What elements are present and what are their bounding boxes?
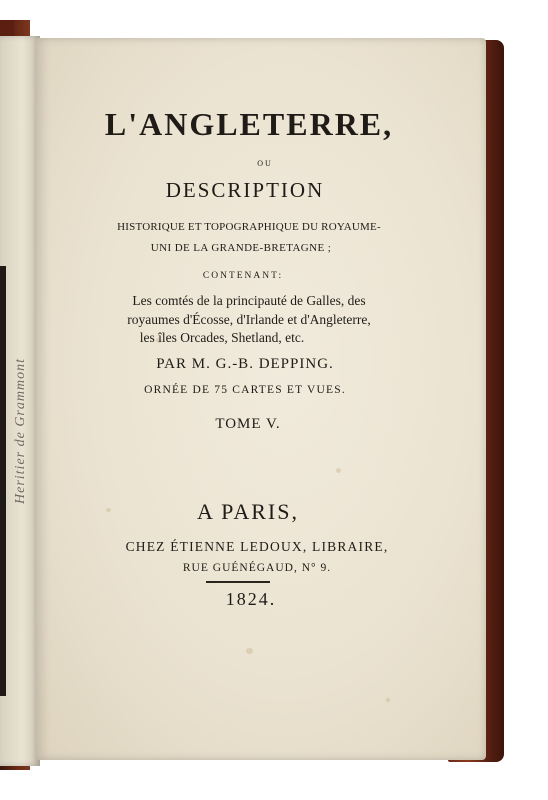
imprint-divider [206, 581, 270, 583]
left-endpaper [0, 36, 40, 766]
title-conjunction: ou [257, 155, 273, 169]
subtitle-line-1: HISTORIQUE ET TOPOGRAPHIQUE DU ROYAUME- [117, 221, 381, 233]
author-line: PAR M. G.-B. DEPPING. [156, 356, 334, 372]
contents-line-1: Les comtés de la principauté de Galles, des [132, 293, 366, 308]
handwritten-inscription: Heritier de Grammont [13, 358, 28, 504]
foxing-spot [246, 648, 253, 654]
imprint-address: RUE GUÉNÉGAUD, N° 9. [182, 562, 332, 574]
illustrations-note: ORNÉE DE 75 CARTES ET VUES. [144, 384, 346, 396]
book-title: L'ANGLETERRE, [104, 106, 394, 142]
imprint-city: A PARIS, [196, 499, 299, 524]
contents-line-3: les îles Orcades, Shetland, etc. [139, 330, 305, 345]
volume-number: TOME V. [215, 416, 281, 432]
foxing-spot [386, 698, 390, 702]
contents-heading: CONTENANT: [202, 271, 284, 281]
foxing-spot [336, 468, 341, 473]
imprint-publisher: CHEZ ÉTIENNE LEDOUX, LIBRAIRE, [125, 539, 389, 554]
publication-year: 1824. [225, 589, 277, 609]
subtitle-line-2: UNI DE LA GRANDE-BRETAGNE ; [150, 242, 332, 254]
contents-line-2: royaumes d'Écosse, d'Irlande et d'Angleterre, [127, 312, 371, 327]
title-page [36, 38, 486, 760]
subtitle-heading: DESCRIPTION [165, 178, 325, 202]
